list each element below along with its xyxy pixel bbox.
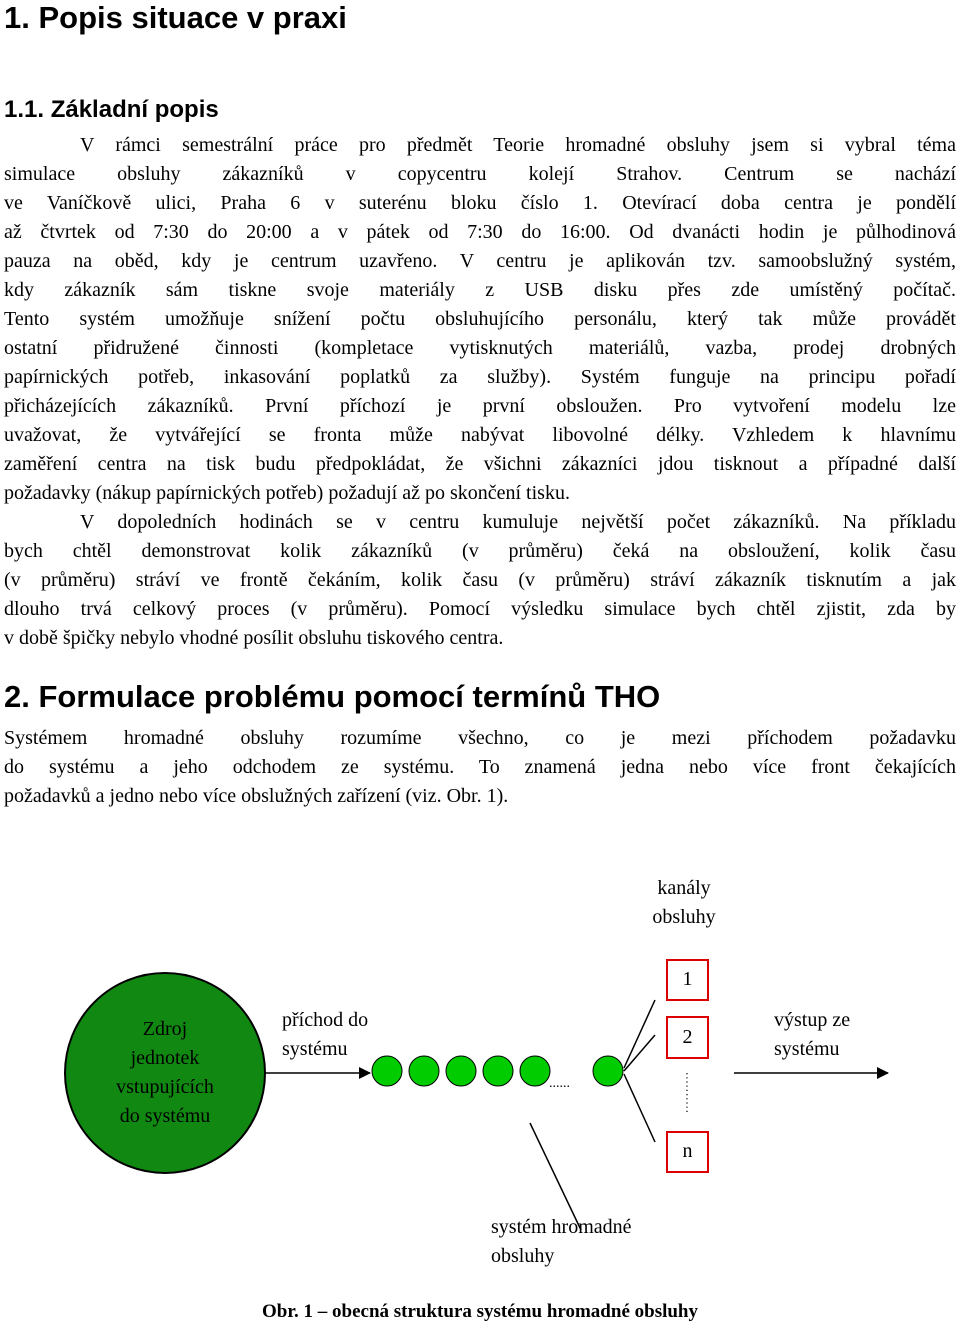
text-line: V rámci semestrální práce pro předmět Teorie hromadné obsluhy jsem si vybral téma — [80, 134, 956, 156]
channels-label — [634, 874, 734, 932]
text-line: dlouho trvá celkový proces (v průměru). Pomocí výsledku simulace bych chtěl zjistit, zda by — [4, 598, 956, 620]
text-line: Systémem hromadné obsluhy rozumíme všechno, co je mezi příchodem požadavku — [4, 727, 956, 749]
queue-customer — [593, 1056, 623, 1086]
text-line: (v průměru) stráví ve frontě čekáním, kolik času (v průměru) stráví zákazník tisknutím a jak — [4, 569, 956, 591]
channel-2-label: 2 — [682, 1026, 693, 1048]
channel-1-label: 1 — [682, 968, 693, 990]
text-line: až čtvrtek od 7:30 do 20:00 a v pátek od 7:30 do 16:00. Od dvanácti hodin je půlhodinová — [4, 221, 956, 243]
queue-customer — [372, 1056, 402, 1086]
paragraph-tho-definition — [4, 724, 956, 811]
source-label-line: Zdroj — [142, 1018, 188, 1040]
text-line: bych chtěl demonstrovat kolik zákazníků (v průměru) čeká na obsloužení, kolik času — [4, 540, 956, 562]
text-line: kdy zákazník sám tiskne svoje materiály z USB disku přes zde umístěný počítač. — [4, 279, 956, 301]
text-line: Tento systém umožňuje snížení počtu obsluhujícího personálu, který tak může provádět — [4, 308, 956, 330]
text-line: papírnických potřeb, inkasování poplatků za služby). Systém funguje na principu pořadí — [4, 366, 956, 388]
section-1-1-heading: 1.1. Základní popis — [4, 96, 219, 123]
text-line: pauza na oběd, kdy je centrum uzavřeno. V centru je aplikován tzv. samoobslužný systém, — [4, 250, 956, 272]
queue-ellipsis: ...... — [549, 1076, 570, 1091]
channel-n-label: n — [682, 1140, 693, 1162]
system-label-line: systém hromadné — [491, 1216, 632, 1238]
text-line: simulace obsluhy zákazníků v copycentru kolejí Strahov. Centrum se nachází — [4, 163, 956, 185]
text-line: V dopoledních hodinách se v centru kumuluje největší počet zákazníků. Na příkladu — [80, 511, 956, 533]
queue-customer — [483, 1056, 513, 1086]
text-line: v době špičky nebylo vhodné posílit obsluhu tiskového centra. — [4, 627, 504, 649]
queue-customer — [446, 1056, 476, 1086]
figure-caption: Obr. 1 – obecná struktura systému hromadné obsluhy — [261, 1301, 699, 1322]
section-2-heading: 2. Formulace problému pomocí termínů THO — [4, 679, 661, 714]
text-line: požadavky (nákup papírnických potřeb) požadují až po skončení tisku. — [4, 482, 570, 504]
text-line: ostatní přidružené činnosti (kompletace vytisknutých materiálů, vazba, prodej drobných — [4, 337, 956, 359]
system-label — [491, 1213, 632, 1271]
branch-line-bottom — [624, 1074, 655, 1142]
queue-customer — [520, 1056, 550, 1086]
source-label-line: vstupujících — [116, 1076, 214, 1098]
channels-label-line: kanály — [657, 877, 711, 899]
source-label — [65, 1015, 265, 1131]
section-1-heading: 1. Popis situace v praxi — [4, 0, 347, 35]
branch-line-middle — [624, 1035, 655, 1071]
exit-label-line: systému — [774, 1038, 840, 1060]
arrival-label — [282, 1006, 368, 1064]
source-label-line: jednotek — [130, 1047, 200, 1069]
text-line: uvažovat, že vytvářející se fronta může nabývat libovolné délky. Vzhledem k hlavnímu — [4, 424, 956, 446]
channels-label-line: obsluhy — [652, 906, 716, 928]
text-line: přicházejících zákazníků. První příchozí je první obsloužen. Pro vytvoření modelu lze — [4, 395, 956, 417]
text-line: do systému a jeho odchodem ze systému. To znamená jedna nebo více front čekajících — [4, 756, 956, 778]
arrival-label-line: systému — [282, 1038, 348, 1060]
queue-customer — [409, 1056, 439, 1086]
exit-label — [774, 1006, 850, 1064]
text-line: zaměření centra na tisk budu předpokládat, že všichni zákazníci jdou tisknout a případné další — [4, 453, 956, 475]
branch-line-top — [624, 1000, 655, 1068]
source-label-line: do systému — [119, 1105, 211, 1127]
queueing-system-diagram — [0, 860, 960, 1327]
system-label-line: obsluhy — [491, 1245, 555, 1267]
paragraph-peak-hours — [4, 508, 956, 653]
arrival-label-line: příchod do — [282, 1009, 369, 1031]
exit-label-line: výstup ze — [774, 1009, 851, 1031]
paragraph-basic-description — [4, 131, 956, 508]
text-line: požadavků a jedno nebo více obslužných zařízení (viz. Obr. 1). — [4, 785, 509, 807]
text-line: ve Vaníčkově ulici, Praha 6 v suterénu bloku číslo 1. Otevírací doba centra je pondělí — [4, 192, 956, 214]
